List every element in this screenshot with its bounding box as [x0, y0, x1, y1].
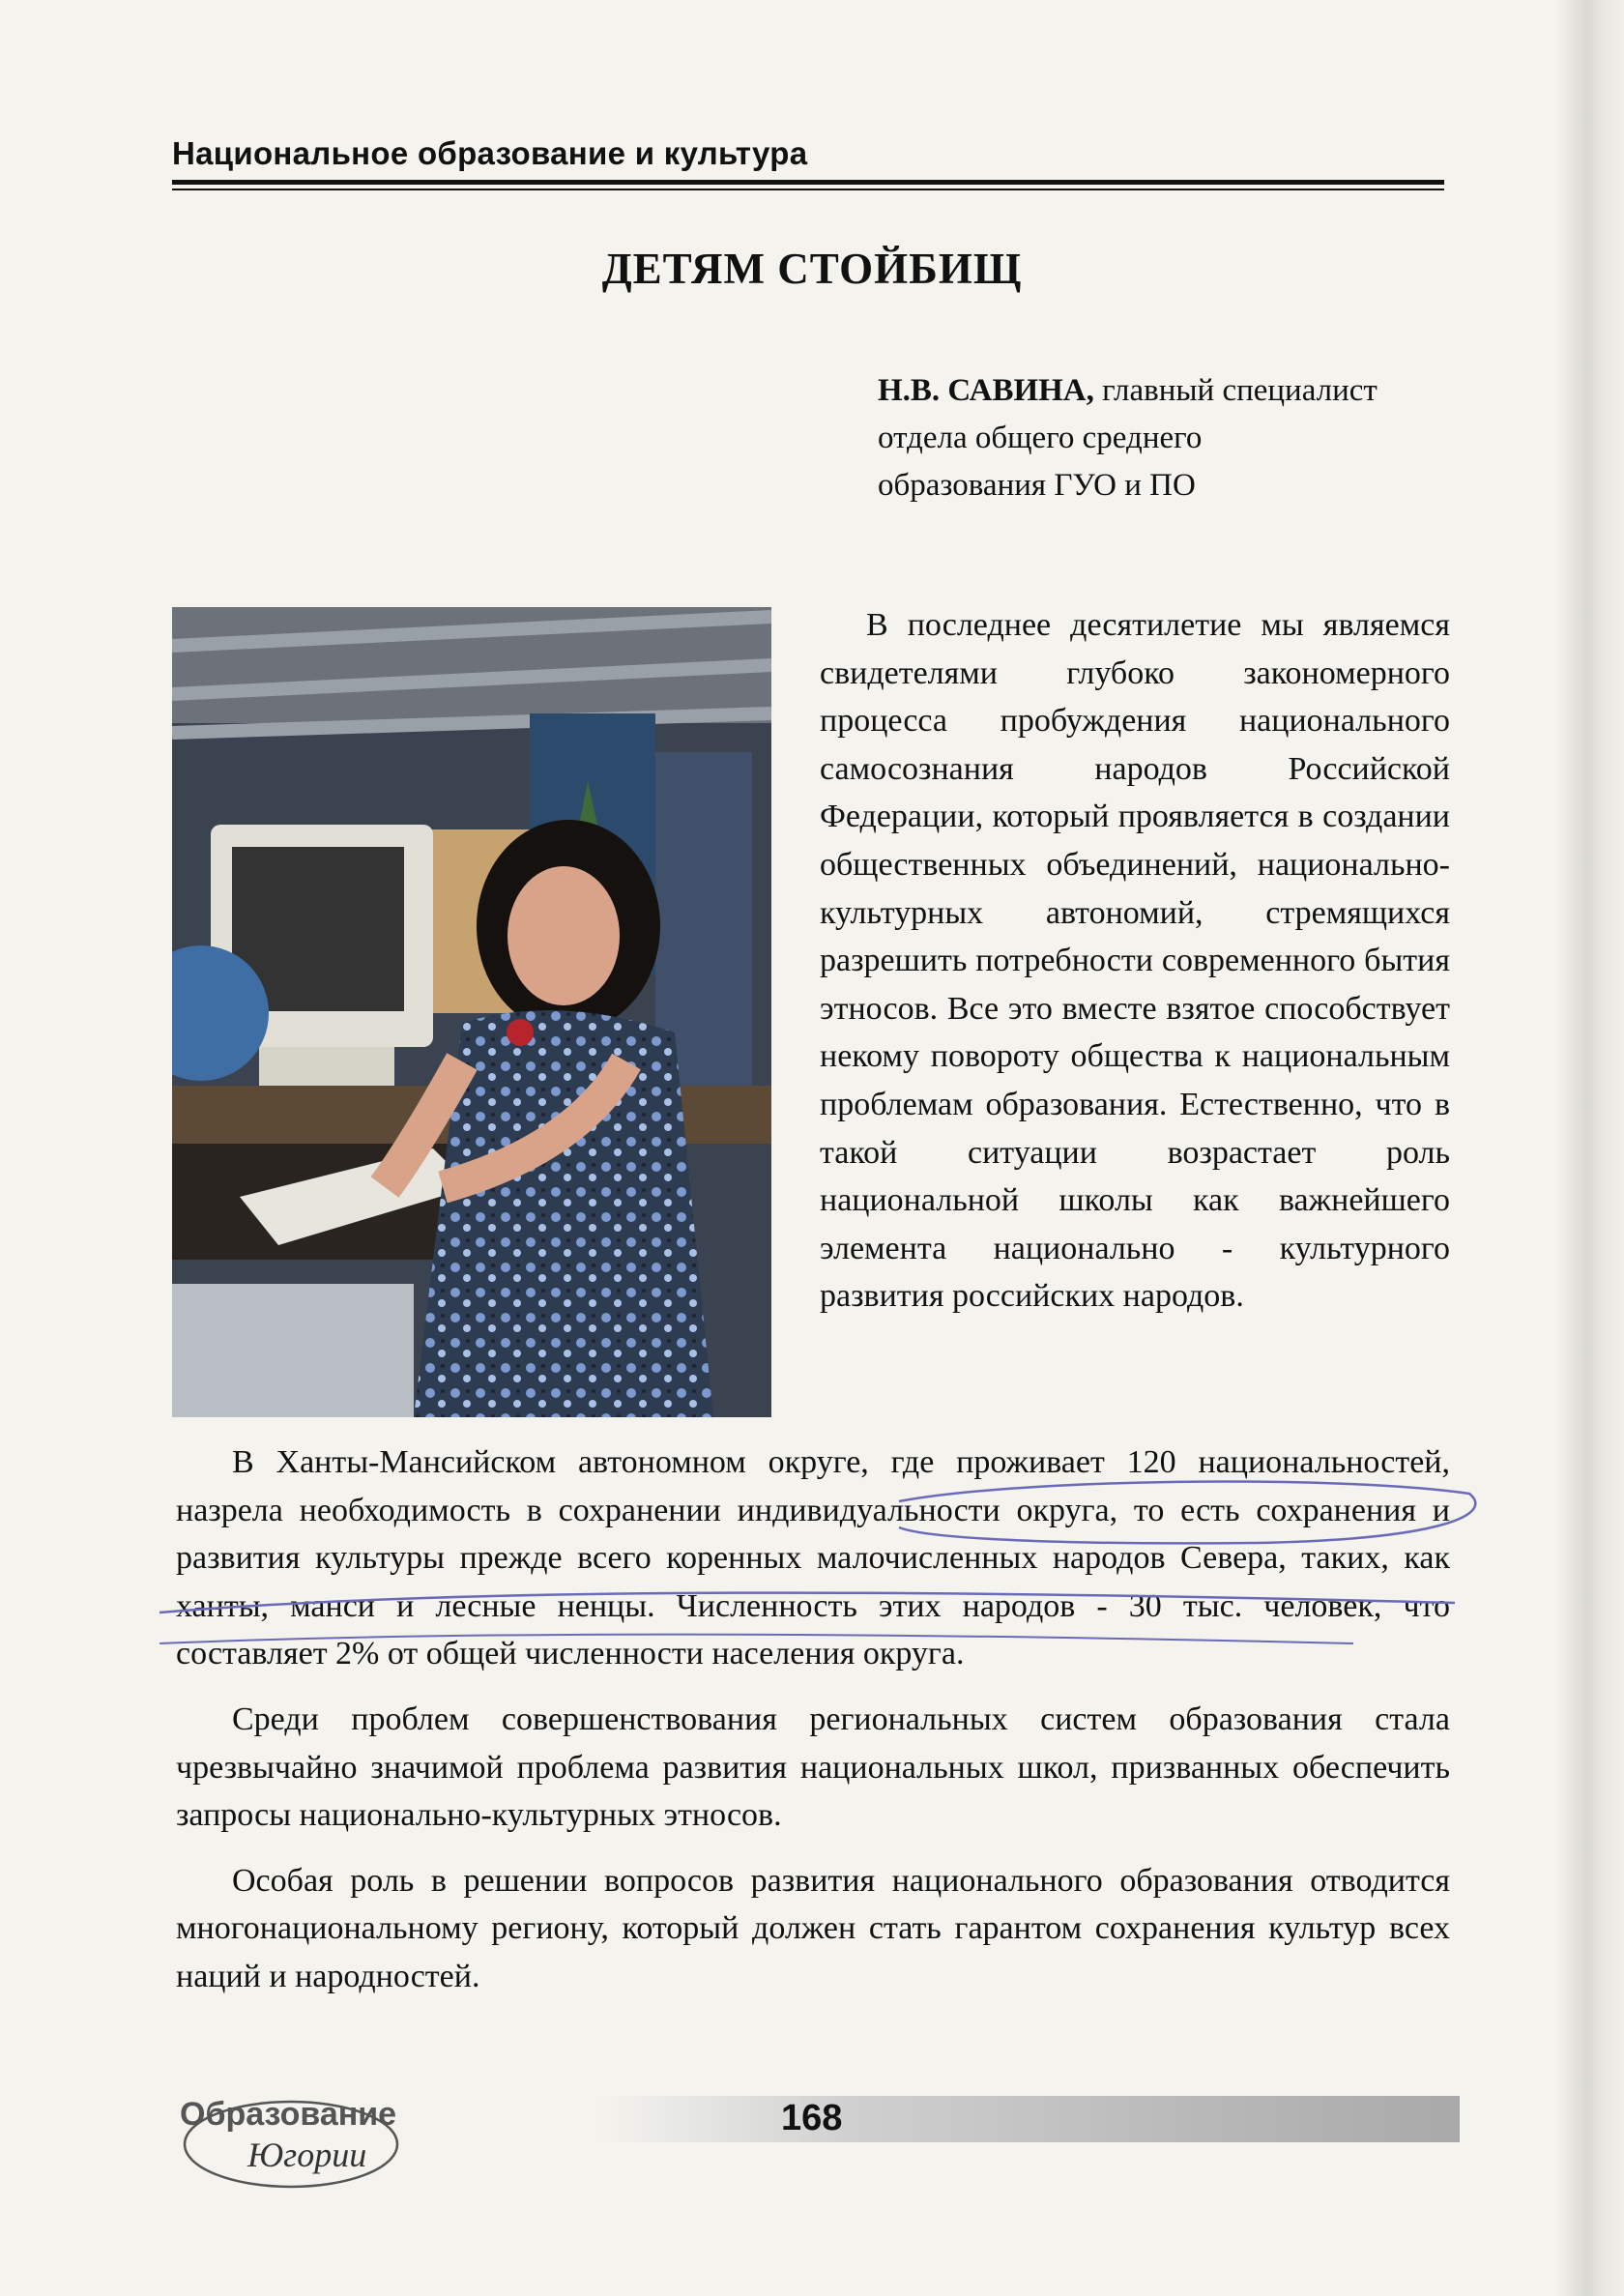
photo-illustration — [172, 607, 771, 1417]
journal-logo — [180, 2088, 402, 2194]
author-block — [878, 367, 1458, 509]
running-header: Национальное образование и культура — [172, 135, 808, 171]
column-paragraph: В последнее десятилетие мы являемся свидетелями глубоко закономерного процесса пробуждения национального самосознания народов Российской Федерации, который проявляется в создании общественных объединений, национально-культурных автономий, стремящихся разрешить потребности современного бытия этносов. Все это вместе взятое способствует некому повороту общества к национальным проблемам образования. Естественно, что в такой ситуации возрастает роль национальной школы как важнейшего элемента национально - культурного развития российских народов. — [820, 607, 1450, 1315]
author-role-2: отдела общего среднего — [878, 421, 1203, 455]
article-photo — [172, 607, 771, 1417]
body-text — [176, 1439, 1450, 2019]
body-paragraph: В Ханты-Мансийском автономном округе, где проживает 120 национальностей, назрела необходимость в сохранении индивидуальности округа, то есть сохранения и развития культуры прежде всего коренных малочисленных народов Севера, таких, как ханты, манси и лесные ненцы. Численность этих народов - 30 тыс. человек, что составляет 2% от общей численности населения округа. — [176, 1444, 1450, 1672]
author-line-1 — [878, 367, 1458, 415]
page-number: 168 — [781, 2098, 843, 2138]
article-title: ДЕТЯМ СТОЙБИЩ — [601, 245, 1023, 293]
author-role-3: образования ГУО и ПО — [878, 468, 1196, 503]
footer-gradient-bar — [599, 2096, 1460, 2142]
logo-line-1: Образование — [180, 2096, 397, 2133]
author-role-1: главный специалист — [1093, 373, 1378, 408]
page-edge-shadow — [1556, 0, 1624, 2296]
author-name: Н.В. САВИНА, — [878, 373, 1094, 408]
header-rule-thin — [172, 189, 1444, 190]
body-paragraph: Среди проблем совершенствования региональных систем образования стала чрезвычайно значимой проблема развития национальных школ, призванных обеспечить запросы национально-культурных этносов. — [176, 1700, 1450, 1834]
body-paragraph: Особая роль в решении вопросов развития национального образования отводится многонациональному региону, который должен стать гарантом сохранения культур всех наций и народностей. — [176, 1862, 1450, 1994]
header-rule-thick — [172, 180, 1444, 185]
logo-line-2: Югории — [247, 2136, 367, 2174]
